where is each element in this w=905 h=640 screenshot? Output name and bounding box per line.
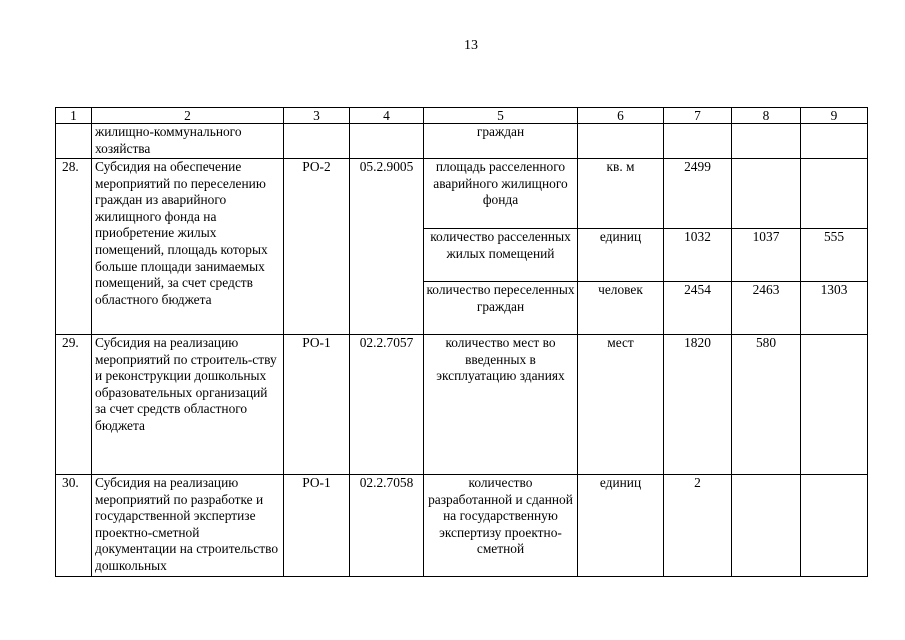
code-cell <box>284 124 350 159</box>
value-7: 1032 <box>664 229 732 282</box>
value-8 <box>732 475 801 577</box>
table-row-continuation <box>56 124 868 159</box>
value-7: 2454 <box>664 282 732 335</box>
value-9 <box>801 124 868 159</box>
article-cell: 05.2.9005 <box>350 159 424 335</box>
indicator-name: граждан <box>424 124 578 159</box>
value-8 <box>732 124 801 159</box>
table-row-28 <box>56 159 868 229</box>
article-cell: 02.2.7057 <box>350 335 424 475</box>
value-8: 580 <box>732 335 801 475</box>
code-cell: РО-1 <box>284 335 350 475</box>
unit-cell: кв. м <box>578 159 664 229</box>
value-8: 1037 <box>732 229 801 282</box>
value-7: 2499 <box>664 159 732 229</box>
value-7: 1820 <box>664 335 732 475</box>
table-row-29 <box>56 335 868 475</box>
col-header-6: 6 <box>578 108 664 124</box>
measure-name: Субсидия на реализацию мероприятий по разработке и государственной экспертизе проектно-сметной документации на строительство дошкольных <box>92 475 284 577</box>
col-header-4: 4 <box>350 108 424 124</box>
value-9: 1303 <box>801 282 868 335</box>
col-header-7: 7 <box>664 108 732 124</box>
value-9: 555 <box>801 229 868 282</box>
value-7: 2 <box>664 475 732 577</box>
table-row-30 <box>56 475 868 577</box>
unit-cell: мест <box>578 335 664 475</box>
col-header-1: 1 <box>56 108 92 124</box>
code-cell: РО-1 <box>284 475 350 577</box>
col-header-9: 9 <box>801 108 868 124</box>
page-number: 13 <box>464 38 478 53</box>
value-7 <box>664 124 732 159</box>
column-numbers-row <box>56 108 868 124</box>
measure-name: жилищно-коммунального хозяйства <box>92 124 284 159</box>
indicator-name: количество мест во введенных в эксплуатацию зданиях <box>424 335 578 475</box>
col-header-2: 2 <box>92 108 284 124</box>
col-header-5: 5 <box>424 108 578 124</box>
indicator-name: площадь расселенного аварийного жилищного фонда <box>424 159 578 229</box>
unit-cell <box>578 124 664 159</box>
value-8: 2463 <box>732 282 801 335</box>
value-9 <box>801 335 868 475</box>
row-number: 30. <box>56 475 92 577</box>
indicator-name: количество переселенных граждан <box>424 282 578 335</box>
value-9 <box>801 159 868 229</box>
row-number-cell <box>56 124 92 159</box>
article-cell <box>350 124 424 159</box>
unit-cell: единиц <box>578 229 664 282</box>
indicator-name: количество разработанной и сданной на государственную экспертизу проектно-сметной <box>424 475 578 577</box>
row-number: 29. <box>56 335 92 475</box>
code-cell: РО-2 <box>284 159 350 335</box>
col-header-3: 3 <box>284 108 350 124</box>
measure-name: Субсидия на реализацию мероприятий по строитель-ству и реконструкции дошкольных образовательных организаций за счет средств областного бюджета <box>92 335 284 475</box>
measure-name: Субсидия на обеспечение мероприятий по переселению граждан из аварийного жилищного фонда на приобретение жилых помещений, площадь которых больше площади занимаемых помещений, за счет средств областного бюджета <box>92 159 284 335</box>
unit-cell: человек <box>578 282 664 335</box>
value-8 <box>732 159 801 229</box>
row-number: 28. <box>56 159 92 335</box>
article-cell: 02.2.7058 <box>350 475 424 577</box>
value-9 <box>801 475 868 577</box>
unit-cell: единиц <box>578 475 664 577</box>
program-table <box>55 107 868 577</box>
indicator-name: количество расселенных жилых помещений <box>424 229 578 282</box>
col-header-8: 8 <box>732 108 801 124</box>
